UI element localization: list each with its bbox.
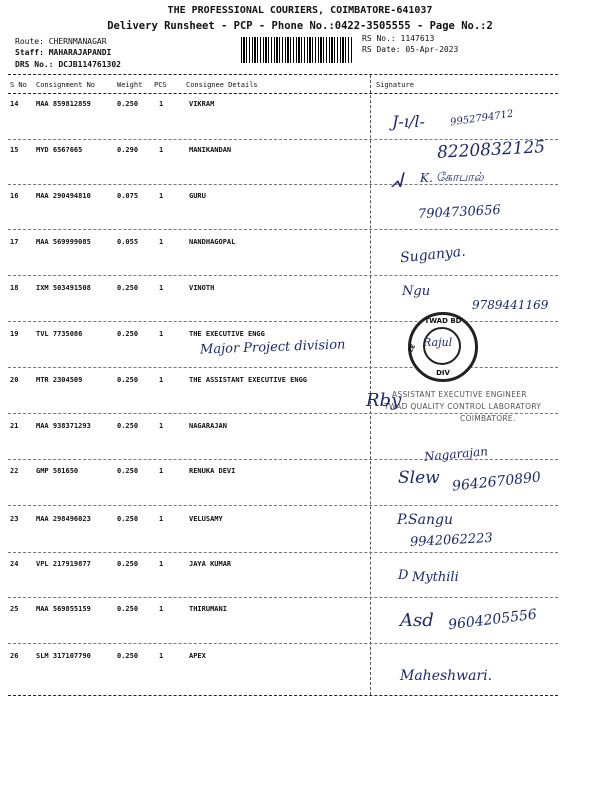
row-pcs: 1 [159,146,164,154]
row-divider [8,552,558,553]
row-sno: 23 [10,515,19,523]
handwritten-phone-25: 9604205556 [447,606,538,634]
handwritten-phone-23: 9942062223 [409,530,494,551]
route-label: Route: [15,37,44,46]
row-weight: 0.250 [117,652,139,660]
row-divider [8,643,558,644]
handwritten-phone-15: 8220832125 [436,137,546,163]
row-consignment: VPL 217919877 [36,560,91,568]
row-pcs: 1 [159,192,164,200]
handwritten-name-26: Maheshwari. [400,668,493,684]
handwritten-name-17: Suganya. [399,243,467,267]
rs-date-value: 05-Apr-2023 [405,45,459,54]
seal-side-text: EE [407,343,418,354]
row-pcs: 1 [159,376,164,384]
row-pcs: 1 [159,652,164,660]
row-consignee: APEX [189,652,206,660]
row-weight: 0.250 [117,515,139,523]
row-consignment: MAA 290494810 [36,192,91,200]
handwritten-phone-16: 7904730656 [417,202,502,223]
staff-label: Staff: [15,48,44,57]
row-consignee: THIRUMANI [189,605,227,613]
col-pcs: PCS [154,81,167,89]
signature-14: J-ı/l- [392,112,425,131]
row-weight: 0.250 [117,467,139,475]
row-weight: 0.250 [117,422,139,430]
staff-line [15,48,111,57]
row-consignment: GMP 581650 [36,467,79,475]
col-weight: Weight [117,81,143,89]
row-pcs: 1 [159,422,164,430]
signature-18: Ngu [402,284,431,299]
office-stamp-line3: COIMBATORE. [460,414,516,423]
row-consignment: SLM 317107790 [36,652,91,660]
handwritten-phone-14: 9952794712 [449,108,515,129]
row-pcs: 1 [159,238,164,246]
drs-value: DCJB114761302 [58,60,121,69]
row-consignee: VELUSAMY [189,515,223,523]
row-divider [8,275,558,276]
row-consignment: MAA 569855159 [36,605,91,613]
row-sno: 17 [10,238,19,246]
barcode [241,37,353,63]
row-divider [8,505,558,506]
signature-20: Rby [366,390,402,411]
handwritten-phone-18: 9789441169 [472,298,549,312]
row-sno: 14 [10,100,19,108]
row-consignee: GURU [189,192,206,200]
row-pcs: 1 [159,605,164,613]
row-pcs: 1 [159,560,164,568]
table-bottom-rule [8,695,558,696]
rs-date-line [362,45,458,54]
row-sno: 16 [10,192,19,200]
row-sno: 20 [10,376,19,384]
row-divider [8,367,558,368]
seal-bottom-text: DIV [436,369,450,377]
row-sno: 19 [10,330,19,338]
row-consignee: VIKRAM [189,100,215,108]
row-consignee: THE EXECUTIVE ENGG [189,330,265,338]
seal-top-text: TWAD BD [424,317,462,325]
row-pcs: 1 [159,284,164,292]
company-title: THE PROFESSIONAL COURIERS, COIMBATORE-641037 [167,5,433,16]
row-consignment: IXM 503491508 [36,284,91,292]
row-sno: 26 [10,652,19,660]
drs-line [15,60,121,69]
row-weight: 0.250 [117,376,139,384]
col-sno: S No [10,81,27,89]
row-weight: 0.055 [117,238,139,246]
row-consignee: NAGARAJAN [189,422,227,430]
row-divider [8,321,558,322]
route-line [15,37,107,46]
handwritten-phone-22: 9642670890 [451,469,542,495]
drs-label: DRS No.: [15,60,54,69]
rs-date-label: RS Date: [362,45,401,54]
row-consignment: MAA 859812859 [36,100,91,108]
runsheet-title: Delivery Runsheet - PCP - Phone No.:0422-3505555 - Page No.:2 [107,20,493,32]
handwritten-note-19: Major Project division [199,337,346,358]
row-consignment: MAA 298496023 [36,515,91,523]
signature-22: Slew [398,468,440,488]
row-consignment: MAA 569999085 [36,238,91,246]
col-consignee: Consignee Details [186,81,258,89]
table-row [0,100,600,144]
seal-signature: Rajul [423,336,453,349]
header-bottom-rule [8,93,558,94]
row-consignment: TVL 7735086 [36,330,83,338]
handwritten-name-16: K. [420,171,433,185]
rs-no-line [362,34,434,43]
row-weight: 0.250 [117,330,139,338]
row-divider [8,229,558,230]
office-stamp-line1: ASSISTANT EXECUTIVE ENGINEER [392,390,527,399]
row-consignee: JAYA KUMAR [189,560,232,568]
row-weight: 0.250 [117,605,139,613]
table-row [0,652,600,696]
signature-23: P.Sangu [397,512,453,528]
table-top-rule [8,74,558,75]
signature-24: D [398,568,409,583]
row-consignee: VINOTH [189,284,215,292]
signature-25: Asd [400,610,434,631]
row-sno: 15 [10,146,19,154]
row-weight: 0.250 [117,560,139,568]
row-weight: 0.250 [117,100,139,108]
row-consignment: MAA 938371293 [36,422,91,430]
col-signature: Signature [376,81,414,89]
handwritten-name-21: Nagarajan [423,444,489,464]
row-weight: 0.075 [117,192,139,200]
row-pcs: 1 [159,467,164,475]
row-pcs: 1 [159,100,164,108]
row-consignee: NANDHAGOPAL [189,238,236,246]
handwritten-name-24: Mythili [412,570,459,585]
row-pcs: 1 [159,515,164,523]
row-consignee: RENUKA DEVI [189,467,236,475]
row-consignee: MANIKANDAN [189,146,232,154]
rs-no-label: RS No.: [362,34,396,43]
row-weight: 0.290 [117,146,139,154]
col-consignment: Consignment No [36,81,96,89]
row-consignment: MYD 6567665 [36,146,83,154]
staff-value: MAHARAJAPANDI [48,48,112,57]
row-consignee: THE ASSISTANT EXECUTIVE ENGG [189,376,308,384]
route-value: CHERNMANAGAR [48,37,107,46]
row-sno: 22 [10,467,19,475]
row-sno: 18 [10,284,19,292]
row-sno: 24 [10,560,19,568]
tamil-name-16: கோபால் [436,170,484,184]
row-consignment: MTR 2304509 [36,376,83,384]
row-pcs: 1 [159,330,164,338]
office-stamp-line2: TWAD QUALITY CONTROL LABORATORY [384,402,542,411]
row-divider [8,597,558,598]
row-sno: 25 [10,605,19,613]
row-sno: 21 [10,422,19,430]
rs-no-value: 1147613 [400,34,435,43]
signature-16: ᖽ [390,168,402,192]
row-weight: 0.250 [117,284,139,292]
